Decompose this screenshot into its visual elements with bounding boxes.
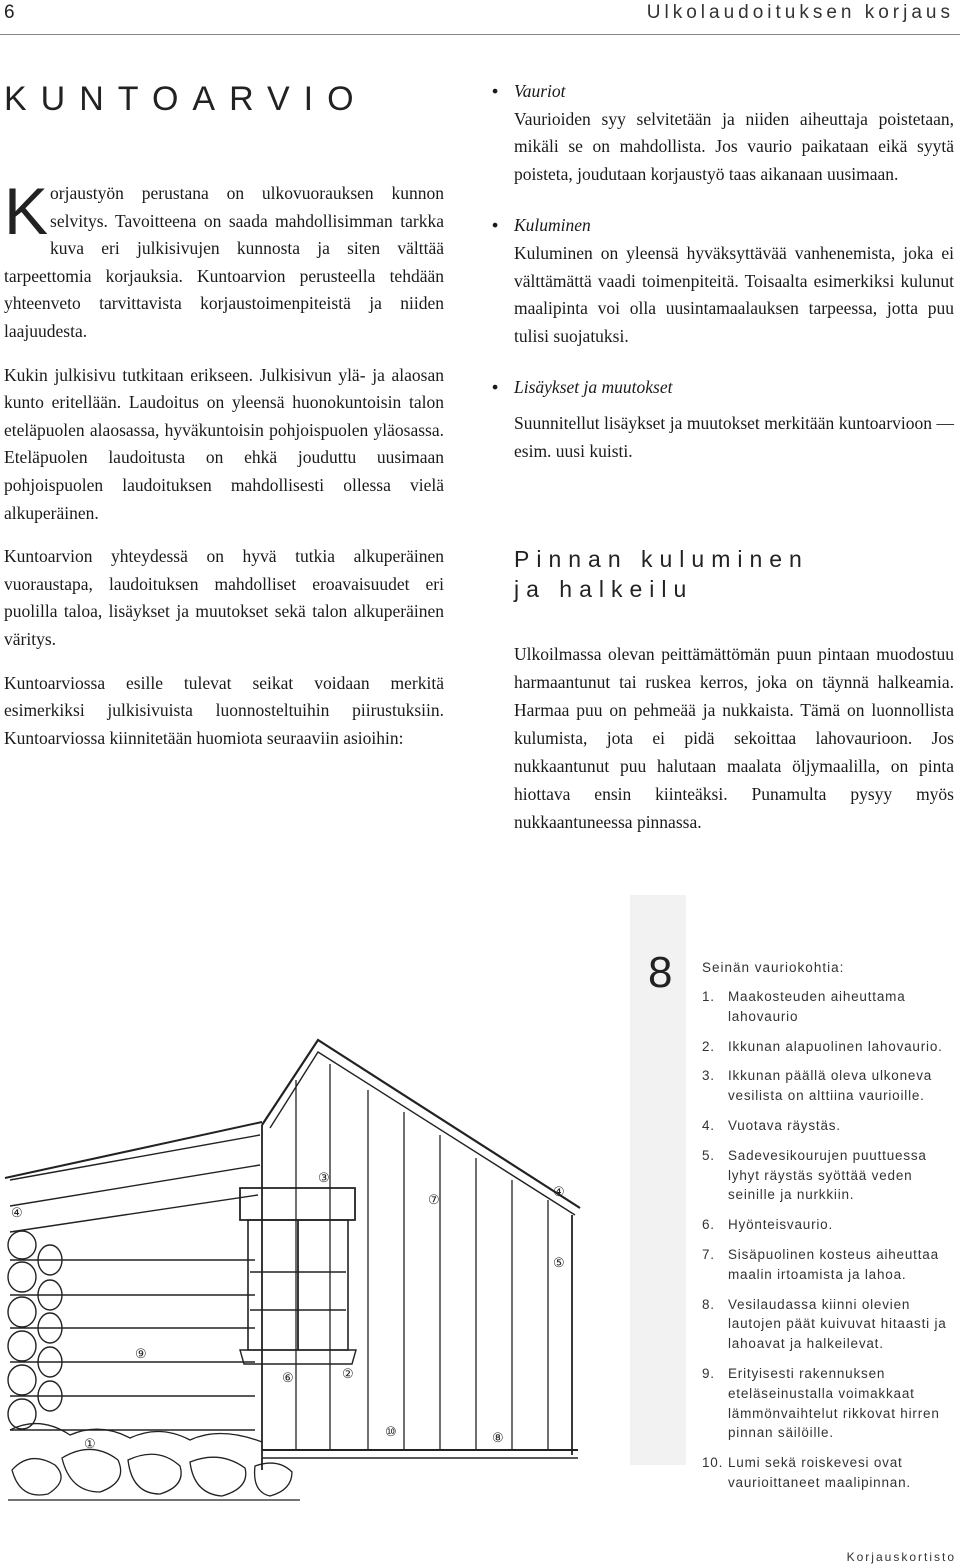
- section-paragraph: Ulkoilmassa olevan peittämättömän puun pintaan muodostuu harmaantunut tai ruskea kerros, joka on täynnä halkeamia. Harmaa puu on pehmeää ja nukkaista. Tämä on luonnollista kulumista, jota ei pidä sekoittaa lahovaurioon. Jos nukkaantunut puu halutaan maalata öljymaalilla, on pinta hiottava ensin kiinteäksi. Punamulta pysyy myös nukkaantuneessa pinnassa.: [514, 644, 954, 832]
- callout-label: ⑥: [282, 1370, 294, 1385]
- legend-item: 6. Hyönteisvaurio.: [702, 1217, 834, 1233]
- bullet-dot-icon: •: [492, 377, 499, 398]
- bullet-heading: Lisäykset ja muutokset: [514, 377, 673, 398]
- bullet-text: Suunnitellut lisäykset ja muutokset merkitään kuntoarvioon — esim. uusi kuisti.: [514, 412, 954, 461]
- callout-label: ④: [553, 1184, 565, 1199]
- bullet-dot-icon: •: [492, 81, 499, 101]
- callout-label: ①: [84, 1436, 96, 1451]
- page-title: KUNTOARVIO: [4, 80, 368, 118]
- legend-item: 8. Vesilaudassa kiinni olevien lautojen päät kuivuvat hitaasti ja lahoavat ja halkeilevat.: [702, 1296, 947, 1352]
- running-title: Ulkolaudoituksen korjaus: [646, 2, 954, 23]
- legend-item: 10. Lumi sekä roiskevesi ovat vaurioittaneet maalipinnan.: [702, 1455, 911, 1490]
- main-text-column: [4, 174, 444, 768]
- bullet-dot-icon: •: [492, 215, 499, 236]
- bullet-item-lisaykset: [492, 374, 954, 465]
- bullet-text: Vaurioiden syy selvitetään ja niiden aiheuttaja poistetaan, mikäli se on mahdollista. Jos vaurio paikataan eikä syytä poisteta, joudutaan korjaustyö taas aikanaan uusimaan.: [514, 108, 954, 184]
- paragraph: Kuntoarvion yhteydessä on hyvä tutkia alkuperäinen vuoraustapa, laudoituksen mahdolliset eroavaisuudet eri puolilla taloa, lisäykset ja muutokset sekä talon alkuperäinen väritys.: [4, 546, 444, 649]
- callout-label: ②: [342, 1366, 354, 1381]
- section-title: Pinnan kuluminen ja halkeilu: [514, 546, 809, 602]
- wall-damage-drawing: [0, 1010, 700, 1530]
- callout-label: ⑩: [385, 1424, 397, 1439]
- callout-label: ③: [318, 1170, 330, 1185]
- figure-number: 8: [648, 948, 673, 997]
- legend-item: 2. Ikkunan alapuolinen lahovaurio.: [702, 1038, 943, 1054]
- legend-item: 5. Sadevesikourujen puuttuessa lyhyt räystäs syöttää veden seinille ja nurkkiin.: [702, 1147, 927, 1203]
- paragraph: Kukin julkisivu tutkitaan erikseen. Julkisivun ylä- ja alaosan kunto eritellään. Laudoitus on yleensä huonokuntoisin talon eteläpuolen alaosassa, hyväkuntoisin pohjoispuolen yläosassa. Eteläpuolen laudoitusta on ehkä jouduttu uusimaan pohjoispuolen laudoituksen mahdollisesti ollessa vielä alkuperäinen.: [4, 364, 444, 523]
- intro-paragraph: Korjaustyön perustana on ulkovuorauksen kunnon selvitys. Tavoitteena on saada mahdollisimman tarkka kuva eri julkisivujen kunnosta ja siten välttää tarpeettomia korjauksia. Kuntoarvion perusteella tehdään yhteenveto tarvittavista korjaustoimenpiteistä ja niiden laajuudesta.: [4, 174, 444, 341]
- figure-title: Seinän vauriokohtia:: [702, 960, 845, 975]
- callout-label: ④: [11, 1205, 23, 1220]
- bullet-list: [492, 78, 954, 489]
- bullet-item-kuluminen: [492, 212, 954, 350]
- callout-label: ⑨: [135, 1346, 147, 1361]
- legend-item: 1. Maakosteuden aiheuttama lahovaurio: [702, 989, 906, 1024]
- callout-label: ⑤: [553, 1255, 565, 1270]
- bullet-heading: Vauriot: [514, 81, 566, 101]
- callout-label: ⑧: [492, 1430, 504, 1445]
- legend-item: 7. Sisäpuolinen kosteus aiheuttaa maalin irtoamista ja lahoa.: [702, 1246, 939, 1282]
- legend-item: 9. Erityisesti rakennuksen eteläseinustalla voimakkaat lämmönvaihtelut rikkovat hirren pinnan säilöille.: [702, 1365, 940, 1441]
- header-rule: [0, 34, 960, 35]
- callout-label: ⑦: [428, 1192, 440, 1207]
- legend-item: 3. Ikkunan päällä oleva ulkoneva vesilista on alttiina vaurioille.: [702, 1068, 933, 1104]
- paragraph: Kuntoarviossa esille tulevat seikat voidaan merkitä esimerkiksi julkisivuista luonnosteltuihin piirustuksiin. Kuntoarviossa kiinnitetään huomiota seuraaviin asioihin:: [4, 672, 444, 748]
- drop-cap: K: [4, 174, 49, 248]
- bullet-item-vauriot: [492, 78, 954, 188]
- page-number: 6: [4, 2, 15, 23]
- bullet-heading: Kuluminen: [514, 215, 591, 236]
- bullet-text: Kuluminen on yleensä hyväksyttävää vanhenemista, joka ei välttämättä vaadi toimenpiteitä. Toisaalta esimerkiksi kulunut maalipinta voi olla uusintamaalauksen tarpeessa, jotta puu tulisi suojatuksi.: [514, 242, 954, 346]
- figure-legend: [702, 987, 960, 1503]
- legend-item: 4. Vuotava räystäs.: [702, 1117, 841, 1133]
- footer-series-title: Korjauskortisto: [846, 1550, 956, 1564]
